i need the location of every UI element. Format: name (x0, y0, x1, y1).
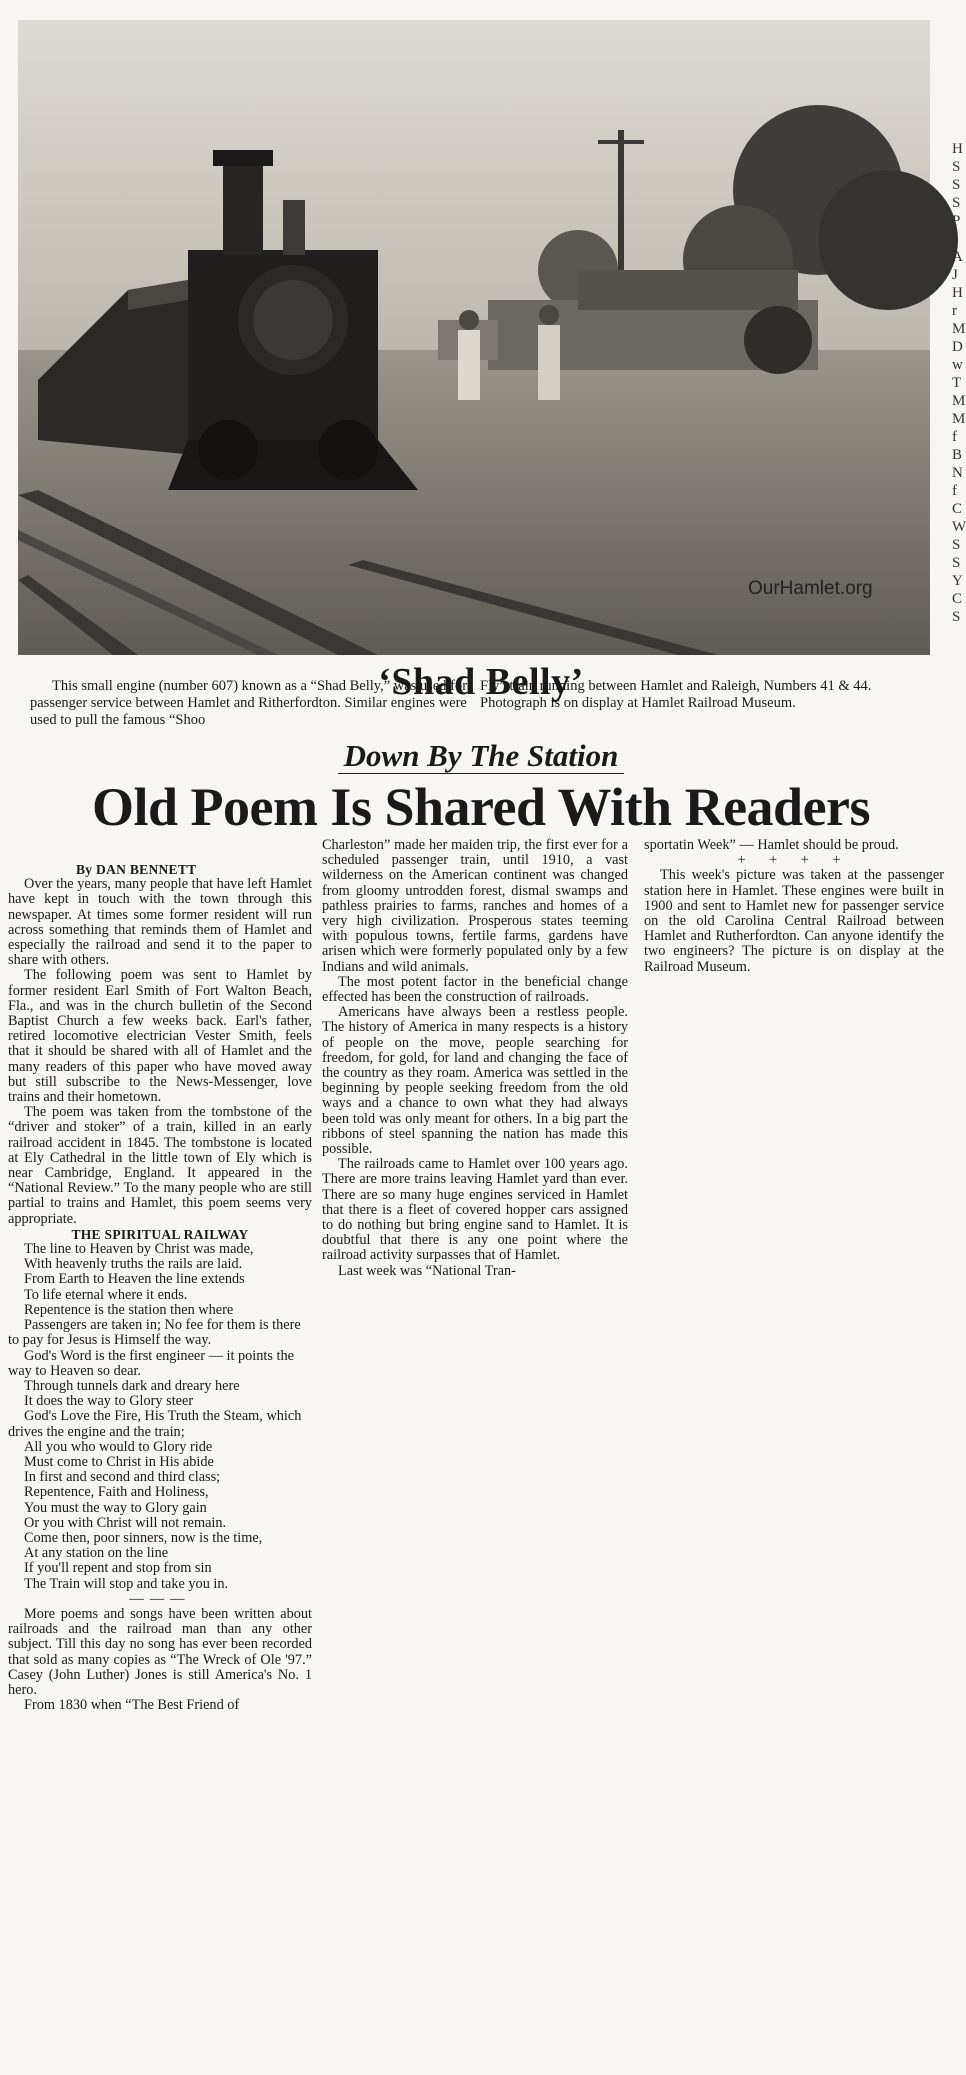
poem-title: THE SPIRITUAL RAILWAY (71, 1226, 249, 1242)
section-separator: ——— (129, 1590, 191, 1607)
paragraph: Last week was “National Tran- (338, 1262, 516, 1279)
adjacent-column-fragment: HSSSPfAJHrMDwTMMfBNfCWSSYCS (952, 141, 966, 625)
poem-line: Repentence, Faith and Holiness, (24, 1484, 209, 1501)
photo-caption-left: This small engine (number 607) known as a “Shad Belly,” was used for passenger service between Hamlet and Ritherfordton. Similar engines were used to pull the famous “Shoo (30, 678, 468, 728)
section-separator: + + + + (737, 852, 851, 869)
byline: By DAN BENNETT (76, 862, 197, 877)
poem-line: The Train will stop and take you in. (24, 1575, 229, 1592)
column-kicker (0, 738, 962, 774)
poem-line: With heavenly truths the rails are laid. (24, 1256, 243, 1273)
poem-line: Come then, poor sinners, now is the time, (24, 1529, 263, 1546)
poem-line: God's Word is the first engineer — it points the way to Heaven so dear. (8, 1347, 294, 1379)
poem-line: From Earth to Heaven the line extends (24, 1271, 245, 1288)
paragraph: More poems and songs have been written about railroads and the railroad man than any other subject. Till this day no song has ever been recorded that sold as many copies as “The Wreck of Ole '97.” Casey (John Luther) Jones is still America's No. 1 hero. (8, 1605, 312, 1698)
paragraph: The poem was taken from the tombstone of the “driver and stoker” of a train, killed in an early railroad accident in 1845. The tombstone is located at Ely Cathedral in the little town of Ely which is near Cambridge, England. It appeared in the “National Review.” To the many people who are still partial to trains and Hamlet, this poem seems very appropriate. (8, 1104, 312, 1227)
watermark-text: OurHamlet.org (748, 578, 873, 599)
paragraph: The railroads came to Hamlet over 100 years ago. There are more trains leaving Hamlet yard than ever. There are so many huge engines serviced in Hamlet that there is a fleet of covered hopper cars assigned to do nothing but bring engine sand to Hamlet. It is doubtful that there is any one point where the railroad activity surpasses that of Hamlet. (322, 1156, 628, 1264)
article-headline: Old Poem Is Shared With Readers (91, 777, 871, 837)
poem-line: Repentence is the station then where (24, 1301, 234, 1318)
poem-line: In first and second and third class; (24, 1469, 221, 1486)
train-photograph (18, 20, 930, 655)
poem-line: At any station on the line (24, 1545, 169, 1562)
paragraph: From 1830 when “The Best Friend of (24, 1697, 240, 1714)
poem-line: All you who would to Glory ride (24, 1438, 213, 1455)
poem-line: Or you with Christ will not remain. (24, 1514, 227, 1531)
paragraph: sportatin Week” — Hamlet should be proud. (644, 837, 899, 853)
kicker-text: Down By The Station (338, 738, 625, 774)
poem-line: It does the way to Glory steer (24, 1393, 194, 1410)
poem-line: To life eternal where it ends. (24, 1286, 188, 1303)
poem-line: If you'll repent and stop from sin (24, 1560, 212, 1577)
paragraph: Americans have always been a restless people. The history of America in many respects is a history of people on the move, people searching for freedom, for gold, for land and changing the face of the country as they roam. America was settled in the beginning by people seeking freedom from the old ways and a chance to own what they had always been told was only meant for others. In a big part the ribbons of steel spanning the nation has made this possible. (322, 1004, 628, 1158)
poem-line: God's Love the Fire, His Truth the Steam, which drives the engine and the train; (8, 1408, 302, 1440)
article-column-2 (322, 838, 628, 1279)
article-column-3 (644, 838, 944, 975)
photo-caption-right: Fly” train running between Hamlet and Raleigh, Numbers 41 & 44. Photograph is on display at Hamlet Railroad Museum. (480, 678, 872, 711)
poem-line: Through tunnels dark and dreary here (24, 1377, 240, 1394)
article-column-1 (8, 862, 312, 1713)
photo-caption-title: ‘Shad Belly’ (378, 661, 584, 703)
poem-line: Passengers are taken in; No fee for them is there to pay for Jesus is Himself the way. (8, 1317, 301, 1349)
photo-illustration (18, 20, 930, 655)
watermark (748, 578, 873, 600)
poem-line: Must come to Christ in His abide (24, 1453, 214, 1470)
paragraph: Charleston” made her maiden trip, the first ever for a scheduled passenger train, until 1910, a vast wilderness on the American continent was changed from gloomy untrodden forest, dismal swamps and pathless prairies to farms, ranches and homes of a very high civilization. Prosperous states teeming with populous towns, fertile farms, gardens have arisen which were formerly populated only by a few Indians and wild animals. (322, 837, 628, 975)
paragraph: Over the years, many people that have left Hamlet have kept in touch with the town through this newspaper. At times some former resident will run across something that reminds them of Hamlet and especially the railroad and send it to the paper to share with others. (8, 876, 312, 969)
poem-line: You must the way to Glory gain (24, 1499, 207, 1516)
poem-line: The line to Heaven by Christ was made, (24, 1241, 254, 1258)
paragraph: This week's picture was taken at the passenger station here in Hamlet. These engines were built in 1900 and sent to Hamlet new for passenger service on the old Carolina Central Railroad between Hamlet and Rutherfordton. Can anyone identify the two engineers? The picture is on display at the Railroad Museum. (644, 867, 944, 975)
paragraph: The most potent factor in the beneficial change effected has been the construction of railroads. (322, 973, 628, 1006)
paragraph: The following poem was sent to Hamlet by former resident Earl Smith of Fort Walton Beach, Fla., and was in the church bulletin of the Second Baptist Church a few weeks back. Earl's father, retired locomotive electrician Vester Smith, feels that it should be shared with all of Hamlet and the many readers of this paper who have moved away but still subscribe to the News-Messenger, love trains and their hometown. (8, 967, 312, 1106)
